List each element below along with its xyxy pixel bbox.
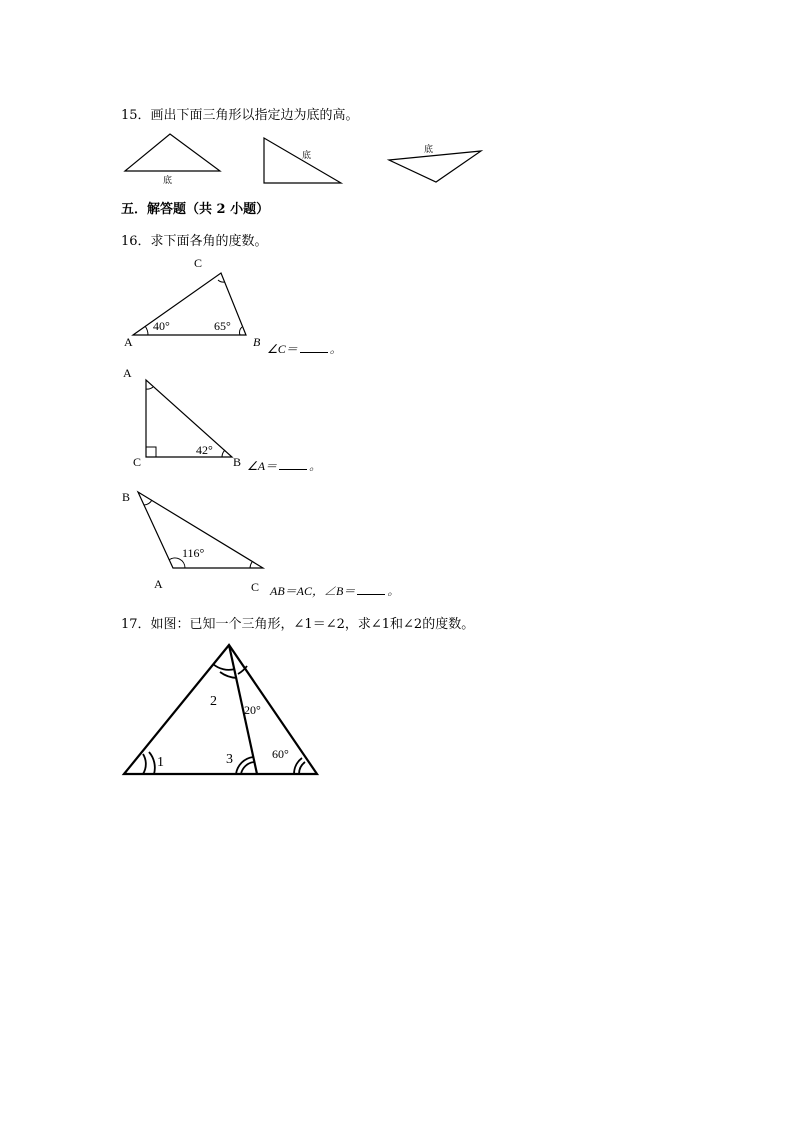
q17-angle-60: 60° (272, 747, 289, 761)
q16-f3-label-a: A (154, 577, 163, 591)
q15-base-label-1: 底 (163, 175, 173, 185)
q16-f2-label-b: B (233, 455, 242, 469)
q16-f1-angle-a: 40° (153, 319, 170, 333)
q16-answer-3-suffix: 。 (387, 584, 400, 598)
q17-angle-1: 1 (157, 755, 164, 770)
q16-f1-label-c: C (194, 256, 203, 270)
q15-text: 15．画出下面三角形以指定边为底的高。 (121, 108, 359, 123)
q17-angle-3: 3 (226, 752, 233, 767)
q16-answer-2-suffix: 。 (309, 459, 322, 473)
section-title: 五．解答题（共 2 小题） (121, 202, 270, 217)
q16-answer-1-prefix: ∠C＝ (267, 342, 298, 356)
q16-f1-label-a: A (124, 335, 133, 349)
q16-f2-angle-b: 42° (196, 443, 213, 457)
q16-f1-label-b: B (253, 335, 261, 349)
q16-f2-label-c: C (133, 455, 142, 469)
q16-text: 16．求下面各角的度数。 (121, 234, 268, 249)
q16-f3-label-b: B (122, 490, 131, 504)
q15-base-label-2: 底 (302, 150, 312, 160)
q17-angle-2: 2 (210, 694, 217, 709)
q16-answer-3-prefix: AB＝AC，∠B＝ (270, 584, 356, 598)
q16-f2-label-a: A (123, 366, 132, 380)
q16-answer-1-suffix: 。 (329, 342, 342, 356)
q17-text: 17．如图：已知一个三角形，∠1＝∠2，求∠1和∠2的度数。 (121, 617, 475, 632)
q15-base-label-3: 底 (424, 144, 434, 154)
q16-f1-angle-b: 65° (214, 319, 231, 333)
q17-angle-20: 20° (244, 703, 261, 717)
q16-f3-label-c: C (251, 580, 260, 594)
q16-answer-2-prefix: ∠A＝ (247, 459, 278, 473)
q16-f3-angle-a: 116° (182, 546, 205, 560)
